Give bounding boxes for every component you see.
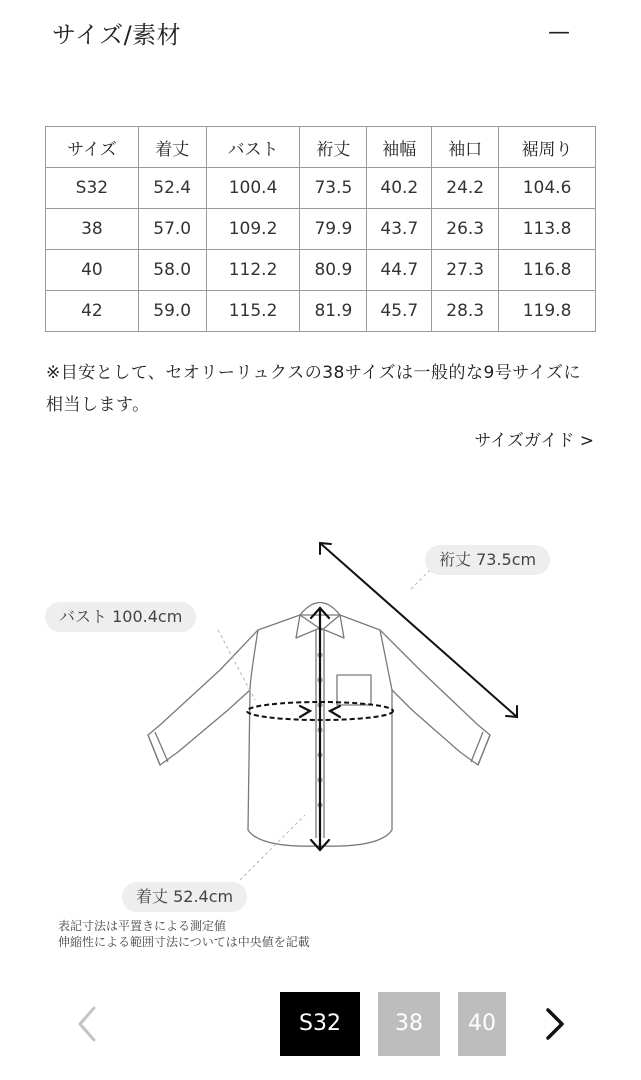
table-cell: 59.0 bbox=[138, 291, 206, 332]
table-cell: 57.0 bbox=[138, 209, 206, 250]
table-row bbox=[46, 168, 596, 209]
measurement-footnote bbox=[58, 918, 310, 950]
table-cell: 52.4 bbox=[138, 168, 206, 209]
table-cell: 58.0 bbox=[138, 250, 206, 291]
table-cell: 80.9 bbox=[300, 250, 367, 291]
table-cell: 45.7 bbox=[367, 291, 432, 332]
table-cell: 112.2 bbox=[206, 250, 300, 291]
column-header: 袖幅 bbox=[367, 127, 432, 168]
table-cell: 40 bbox=[46, 250, 139, 291]
measurement-diagram bbox=[0, 520, 641, 960]
table-row bbox=[46, 291, 596, 332]
bust-label: バスト 100.4cm bbox=[45, 602, 196, 632]
size-selector bbox=[0, 992, 641, 1056]
table-cell: 26.3 bbox=[432, 209, 499, 250]
table-cell: 42 bbox=[46, 291, 139, 332]
table-cell: 100.4 bbox=[206, 168, 300, 209]
shirt-illustration bbox=[0, 520, 641, 960]
table-cell: 44.7 bbox=[367, 250, 432, 291]
table-cell: 40.2 bbox=[367, 168, 432, 209]
table-cell: 109.2 bbox=[206, 209, 300, 250]
table-header-row bbox=[46, 127, 596, 168]
size-button-38[interactable]: 38 bbox=[378, 992, 440, 1056]
body-length-label: 着丈 52.4cm bbox=[122, 882, 247, 912]
section-title: サイズ/素材 bbox=[52, 21, 182, 49]
chevron-left-icon[interactable] bbox=[72, 1002, 102, 1046]
column-header: 裾周り bbox=[499, 127, 596, 168]
table-cell: 116.8 bbox=[499, 250, 596, 291]
column-header: 袖口 bbox=[432, 127, 499, 168]
table-cell: 113.8 bbox=[499, 209, 596, 250]
footnote-line: 伸縮性による範囲寸法については中央値を記載 bbox=[58, 935, 310, 949]
table-cell: 27.3 bbox=[432, 250, 499, 291]
sleeve-length-label: 裄丈 73.5cm bbox=[425, 545, 550, 575]
table-cell: 38 bbox=[46, 209, 139, 250]
table-cell: 79.9 bbox=[300, 209, 367, 250]
table-cell: 28.3 bbox=[432, 291, 499, 332]
footnote-line: 表記寸法は平置きによる測定値 bbox=[58, 919, 227, 933]
column-header: 裄丈 bbox=[300, 127, 367, 168]
collapse-button[interactable]: — bbox=[548, 20, 570, 45]
chevron-right-icon[interactable] bbox=[540, 1002, 570, 1046]
table-cell: 115.2 bbox=[206, 291, 300, 332]
table-cell: 104.6 bbox=[499, 168, 596, 209]
table-cell: 81.9 bbox=[300, 291, 367, 332]
size-button-s32[interactable]: S32 bbox=[280, 992, 360, 1056]
table-row bbox=[46, 209, 596, 250]
table-cell: 119.8 bbox=[499, 291, 596, 332]
size-button-40[interactable]: 40 bbox=[458, 992, 506, 1056]
size-table bbox=[45, 126, 596, 332]
table-row bbox=[46, 250, 596, 291]
table-cell: 24.2 bbox=[432, 168, 499, 209]
size-note: ※目安として、セオリーリュクスの38サイズは一般的な9号サイズに相当します。 bbox=[46, 363, 581, 415]
table-cell: S32 bbox=[46, 168, 139, 209]
section-header bbox=[52, 18, 572, 52]
table-cell: 43.7 bbox=[367, 209, 432, 250]
column-header: サイズ bbox=[46, 127, 139, 168]
column-header: バスト bbox=[206, 127, 300, 168]
table-cell: 73.5 bbox=[300, 168, 367, 209]
size-guide-link[interactable]: サイズガイド > bbox=[474, 431, 594, 451]
column-header: 着丈 bbox=[138, 127, 206, 168]
